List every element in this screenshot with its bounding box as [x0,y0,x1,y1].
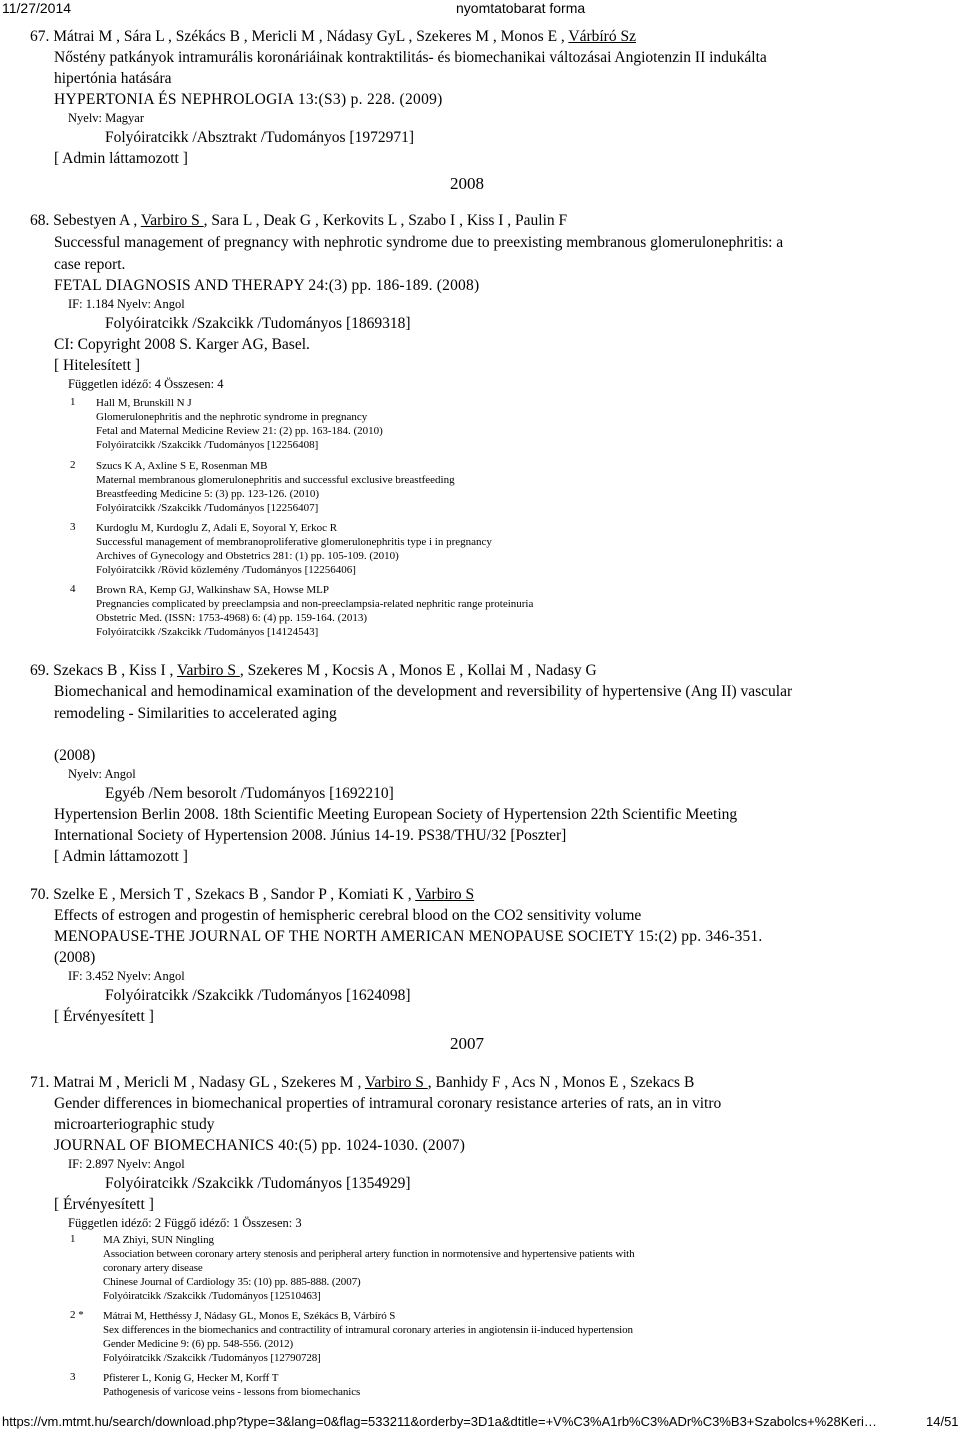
entry-status: [ Admin láttamozott ] [54,150,188,167]
entry-title: Nőstény patkányok intramurális koronáriáinak kontraktilitás- és biomechanikai változásai Angiotenzin II indukálta [54,49,767,66]
entry-journal: (2008) [54,949,96,966]
entry-status: [ Hitelesített ] [54,357,141,374]
entry-status: [ Admin láttamozott ] [54,848,188,865]
citation-item: Szucs K A, Axline S E, Rosenman MB Maternal membranous glomerulonephritis and successful exclusive breastfeeding Breastfeeding Medicine 5: (3) pp. 123-126. (2010) Folyóiratcikk /Szakcikk /Tudományos [12256407] [96,460,455,514]
entry-title: hipertónia hatására [54,70,172,87]
entry-title: Successful management of pregnancy with nephrotic syndrome due to preexisting membranous glomerulonephritis: a [54,234,784,251]
year-heading: 2008 [450,174,484,193]
entry-number: 68. [30,212,50,229]
citation-summary: Független idéző: 4 Összesen: 4 [68,377,224,391]
citation-summary: Független idéző: 2 Függő idéző: 1 Összesen: 3 [68,1216,302,1230]
entry-conference: Hypertension Berlin 2008. 18th Scientific Meeting European Society of Hypertension 22th Scientific Meeting [54,806,738,823]
highlighted-author: Varbiro S [140,212,204,229]
citation-item: Pfisterer L, Konig G, Hecker M, Korff T Pathogenesis of varicose veins - lessons from biomechanics [103,1372,361,1398]
entry-year: (2008) [54,747,96,764]
entry-type: Folyóiratcikk /Szakcikk /Tudományos [1869318] [105,315,411,332]
entry-title: Effects of estrogen and progestin of hemispheric cerebral blood on the CO2 sensitivity volume [54,907,642,924]
entry-journal: MENOPAUSE-THE JOURNAL OF THE NORTH AMERICAN MENOPAUSE SOCIETY 15:(2) pp. 346-351. [54,928,763,945]
page-url: https://vm.mtmt.hu/search/download.php?type=3&lang=0&flag=533211&orderby=3D1a&dtitle=+V%C3%A1rb%C3%ADr%C3%B3+Szabolcs+%28Keri… [2,1414,877,1429]
entry-language: IF: 1.184 Nyelv: Angol [68,297,185,311]
entry-authors: 67. Mátrai M , Sára L , Székács B , Mericli M , Nádasy GyL , Szekeres M , Monos E , Várbíró Sz [30,28,636,45]
entry-number: 71. [30,1074,50,1091]
entry-type: Egyéb /Nem besorolt /Tudományos [1692210] [105,785,394,802]
entry-title: microarteriographic study [54,1116,215,1133]
citation-number: 2 [70,459,76,471]
entry-journal: JOURNAL OF BIOMECHANICS 40:(5) pp. 1024-1030. (2007) [54,1137,466,1154]
entry-type: Folyóiratcikk /Szakcikk /Tudományos [1624098] [105,987,411,1004]
entry-number: 70. [30,886,50,903]
entry-title: remodeling - Similarities to accelerated aging [54,705,337,722]
citation-number: 3 [70,521,76,533]
entry-68 [30,210,930,393]
entry-language: IF: 3.452 Nyelv: Angol [68,969,185,983]
highlighted-author: Varbiro S [176,662,240,679]
highlighted-author: Varbiro S [415,886,475,903]
entry-type: Folyóiratcikk /Absztrakt /Tudományos [1972971] [105,129,414,146]
entry-authors: 68. Sebestyen A , Varbiro S , Sara L , Deak G , Kerkovits L , Szabo I , Kiss I , Paulin F [30,212,568,229]
entry-note: CI: Copyright 2008 S. Karger AG, Basel. [54,336,310,353]
page-header-title: nyomtatobarat forma [456,0,586,16]
citation-number: 1 [70,396,76,408]
citation-item: Mátrai M, Hetthéssy J, Nádasy GL, Monos E, Székács B, Várbíró S Sex differences in the biomechanics and contractility of intramural coronary arteries in angiotensin ii-induced hypertension Gender Medicine 9: (6) pp. 548-556. (2012) Folyóiratcikk /Szakcikk /Tudományos [12790728] [103,1310,633,1364]
citation-number: 1 [70,1233,76,1245]
entry-title: Gender differences in biomechanical properties of intramural coronary resistance arteries of rats, an in vitro [54,1095,722,1112]
entry-title: case report. [54,256,126,273]
citation-number: 2 * [70,1309,84,1321]
entry-conference: International Society of Hypertension 2008. Június 14-19. PS38/THU/32 [Poszter] [54,827,567,844]
entry-language: IF: 2.897 Nyelv: Angol [68,1157,185,1171]
year-heading: 2007 [450,1034,484,1053]
entry-69 [30,660,930,867]
entry-language: Nyelv: Magyar [68,111,145,125]
entry-number: 69. [30,662,50,679]
entry-67 [30,26,930,169]
entry-71 [30,1072,930,1232]
entry-authors: 70. Szelke E , Mersich T , Szekacs B , Sandor P , Komiati K , Varbiro S [30,886,475,903]
highlighted-author: Várbíró Sz [568,28,636,45]
entry-language: Nyelv: Angol [68,767,136,781]
entry-authors: 71. Matrai M , Mericli M , Nadasy GL , Szekeres M , Varbiro S , Banhidy F , Acs N , Monos E , Szekacs B [30,1074,695,1091]
citation-number: 4 [70,583,76,595]
entry-status: [ Érvényesített ] [54,1196,154,1213]
highlighted-author: Varbiro S [364,1074,428,1091]
citation-item: Kurdoglu M, Kurdoglu Z, Adali E, Soyoral Y, Erkoc R Successful management of membranoproliferative glomerulonephritis type i in pregnancy Archives of Gynecology and Obstetrics 281: (1) pp. 105-109. (2010) Folyóiratcikk /Rövid közlemény /Tudományos [12256406] [96,522,492,576]
entry-title: Biomechanical and hemodinamical examination of the development and reversibility of hypertensive (Ang II) vascular [54,683,793,700]
entry-70 [30,884,930,1027]
citation-item: Brown RA, Kemp GJ, Walkinshaw SA, Howse MLP Pregnancies complicated by preeclampsia and non-preeclampsia-related nephritic range proteinuria Obstetric Med. (ISSN: 1753-4968) 6: (4) pp. 159-164. (2013) Folyóiratcikk /Szakcikk /Tudományos [14124543] [96,584,534,638]
page-number: 14/51 [926,1414,959,1429]
citation-item: Hall M, Brunskill N J Glomerulonephritis and the nephrotic syndrome in pregnancy Fetal and Maternal Medicine Review 21: (2) pp. 163-184. (2010) Folyóiratcikk /Szakcikk /Tudományos [12256408] [96,397,383,451]
entry-authors: 69. Szekacs B , Kiss I , Varbiro S , Szekeres M , Kocsis A , Monos E , Kollai M , Nadasy G [30,662,597,679]
citation-item: MA Zhiyi, SUN Ningling Association between coronary artery stenosis and peripheral artery function in normotensive and hypertensive patients with coronary artery disease Chinese Journal of Cardiology 35: (10) pp. 885-888. (2007) Folyóiratcikk /Szakcikk /Tudományos [12510463] [103,1234,635,1302]
entry-journal: FETAL DIAGNOSIS AND THERAPY 24:(3) pp. 186-189. (2008) [54,277,480,294]
entry-journal: HYPERTONIA ÉS NEPHROLOGIA 13:(S3) p. 228. (2009) [54,91,443,108]
entry-type: Folyóiratcikk /Szakcikk /Tudományos [1354929] [105,1175,411,1192]
citation-number: 3 [70,1371,76,1383]
entry-status: [ Érvényesített ] [54,1008,154,1025]
entry-number: 67. [30,28,50,45]
print-date: 11/27/2014 [2,0,72,16]
